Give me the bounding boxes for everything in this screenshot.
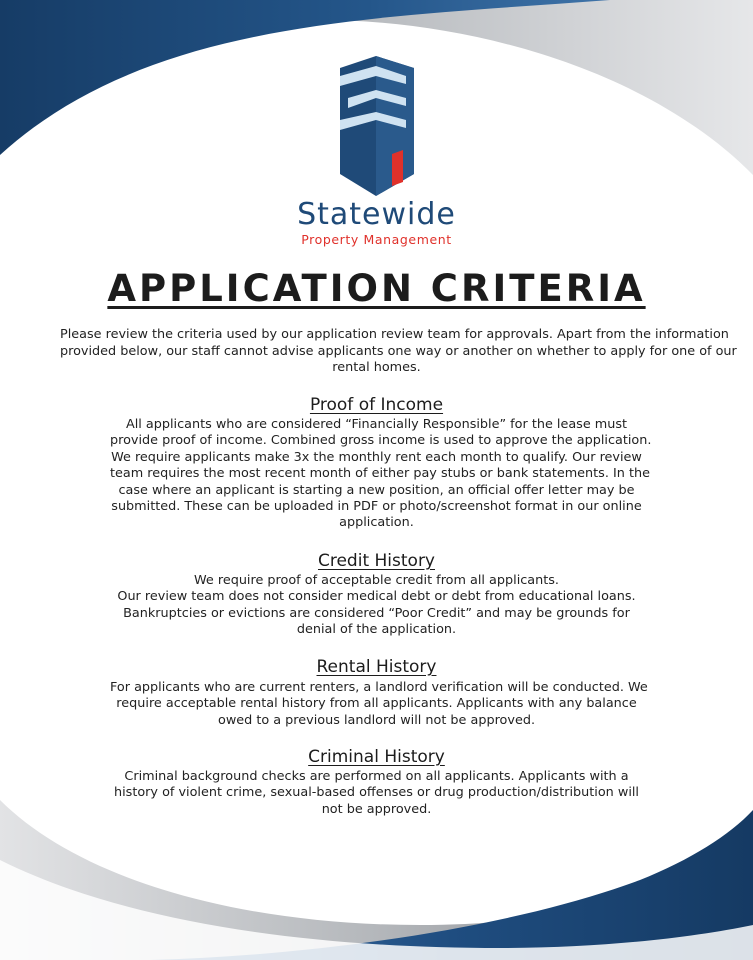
page-title: APPLICATION CRITERIA bbox=[107, 267, 646, 310]
section-line: All applicants who are considered “Financially Responsible” for the lease must bbox=[125, 417, 628, 432]
section-line: We require proof of acceptable credit from all applicants. bbox=[194, 573, 559, 588]
section-line: case where an applicant is starting a new position, an official offer letter may be bbox=[118, 482, 635, 498]
section-heading-proof-of-income: Proof of Income bbox=[309, 395, 444, 415]
section-line: owed to a previous landlord will not be approved. bbox=[217, 712, 536, 728]
section-line: provide proof of income. Combined gross income is used to approve the application. bbox=[110, 433, 652, 449]
section-heading-criminal-history: Criminal History bbox=[308, 747, 445, 767]
section-line: require acceptable rental history from all applicants. Applicants with any balance bbox=[116, 696, 637, 712]
section-body-proof-of-income bbox=[110, 417, 652, 532]
intro-line: rental homes. bbox=[332, 360, 421, 375]
section-line: application. bbox=[339, 515, 414, 531]
section-heading-credit-history: Credit History bbox=[317, 551, 435, 571]
section-line: denial of the application. bbox=[296, 622, 457, 638]
building-logo-icon bbox=[336, 54, 416, 200]
section-heading-rental-history: Rental History bbox=[316, 657, 437, 677]
section-line: We require applicants make 3x the monthly rent each month to qualify. Our review bbox=[111, 449, 642, 465]
intro-line: provided below, our staff cannot advise applicants one way or another on whether to apply for one of our bbox=[60, 343, 737, 359]
section-line: not be approved. bbox=[321, 801, 432, 817]
section-line: team requires the most recent month of either pay stubs or bank statements. In the bbox=[110, 466, 650, 482]
brand-name: Statewide bbox=[297, 197, 456, 232]
intro-line: Please review the criteria used by our application review team for approvals. Apart from the information bbox=[60, 327, 729, 342]
section-line: submitted. These can be uploaded in PDF or photo/screenshot format in our online bbox=[111, 499, 642, 515]
brand-subtitle: Property Management bbox=[301, 232, 452, 247]
section-body-rental-history bbox=[110, 680, 648, 729]
section-line: Our review team does not consider medical debt or debt from educational loans. bbox=[117, 589, 636, 605]
section-line: Bankruptcies or evictions are considered “Poor Credit” and may be grounds for bbox=[123, 605, 630, 621]
intro-paragraph bbox=[60, 327, 737, 377]
section-line: For applicants who are current renters, a landlord verification will be conducted. We bbox=[110, 680, 648, 695]
section-body-criminal-history bbox=[110, 769, 643, 818]
section-line: history of violent crime, sexual-based offenses or drug production/distribution will bbox=[113, 785, 639, 801]
section-line: Criminal background checks are performed on all applicants. Applicants with a bbox=[124, 769, 629, 784]
section-body-credit-history bbox=[110, 573, 643, 639]
